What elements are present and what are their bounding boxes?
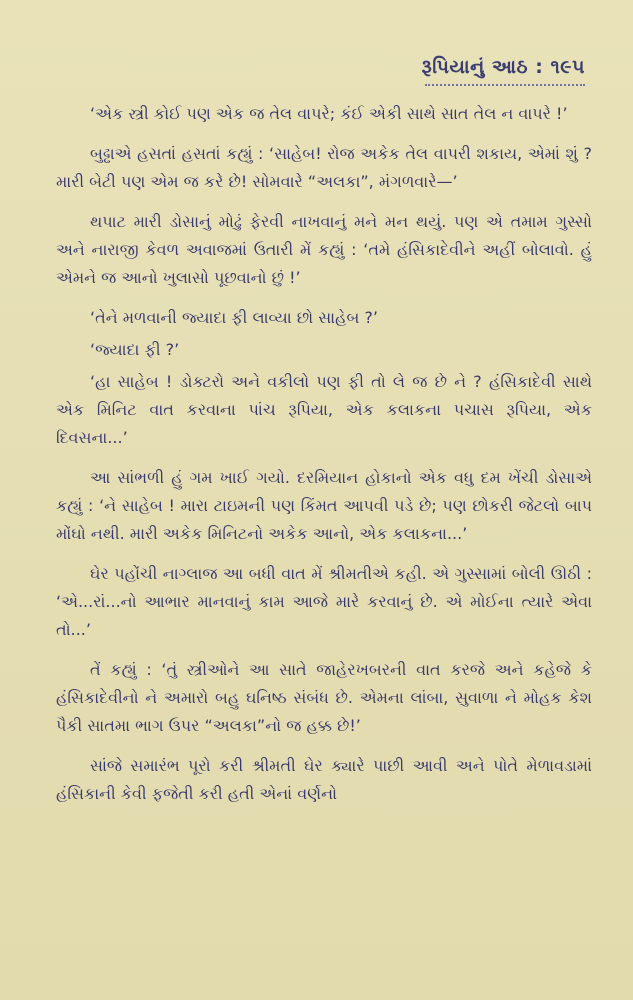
header-underline	[425, 84, 585, 86]
paragraph-7: આ સાંભળી હું ગમ ખાઈ ગયો. દરમિયાન હોકાનો એક વધુ દમ ખેંચી ડોસાએ કહ્યું : ‘ને સાહેબ ! મારા ટાઇમની પણ કિંમત આપવી પડે છે; પણ છોકરી જેટલો બાપ મોંઘો નથી. મારી અકેક મિનિટનો અકેક આનો, એક કલાકના...’	[56, 468, 592, 543]
paragraph-9: તેં કહ્યું : ‘તું સ્ત્રીઓને આ સાતે જાહેરખબરની વાત કરજે અને કહેજે કે હંસિકાદેવીનો ને અમારો બહુ ઘનિષ્ઠ સંબંધ છે. એમના લાંબા, સુવાળા ને મોહક કેશ પૈકી સાતમા ભાગ ઉપર “અલકા”નો જ હક્ક છે!’	[56, 660, 592, 735]
paragraph-1: ‘એક સ્ત્રી કોઈ પણ એક જ તેલ વાપરે; કંઈ એકી સાથે સાત તેલ ન વાપરે !’	[90, 104, 568, 123]
paragraph-8: ઘેર પહોંચી નાગ્લાજ આ બધી વાત મેં શ્રીમતીએ કહી. એ ગુસ્સામાં બોલી ઊઠી : ‘એ...રાં...નો આભાર માનવાનું કામ આજે મારે કરવાનું છે. એ મોઈના ત્યારે એવા તો...’	[56, 564, 592, 639]
paragraph-10: સાંજે સમારંભ પૂરો કરી શ્રીમતી ઘેર ક્યારે પાછી આવી અને પોતે મેળાવડામાં હંસિકાની કેવી ફજેતી કરી હતી એનાં વર્ણનો	[56, 756, 592, 803]
page-body	[56, 100, 592, 820]
running-header: રૂપિયાનું આઠ : ૧૯૫	[421, 56, 585, 78]
paragraph-2: બુઢ્ઢાએ હસતાં હસતાં કહ્યું : ‘સાહેબ! રોજ અકેક તેલ વાપરી શકાય, એમાં શું ? મારી બેટી પણ એમ જ કરે છે! સોમવારે “અલકા”, મંગળવારે—’	[56, 144, 592, 191]
paragraph-3: થપાટ મારી ડોસાનું મોઢું ફેરવી નાખવાનું મને મન થયું. પણ એ તમામ ગુસ્સો અને નારાજી કેવળ અવાજમાં ઉતારી મેં કહ્યું : ‘તમે હંસિકાદેવીને અહીં બોલાવો. હું એમને જ આનો ખુલાસો પૂછવાનો છું !’	[56, 212, 592, 287]
paragraph-6: ‘હા સાહેબ ! ડોક્ટરો અને વકીલો પણ ફી તો લે જ છે ને ? હંસિકાદેવી સાથે એક મિનિટ વાત કરવાના પાંચ રૂપિયા, એક કલાકના પચાસ રૂપિયા, એક દિવસના...’	[56, 372, 592, 447]
paragraph-5: ‘જ્યાદા ફી ?’	[90, 340, 180, 359]
paragraph-4: ‘તેને મળવાની જ્યાદા ફી લાવ્યા છો સાહેબ ?’	[90, 308, 378, 327]
